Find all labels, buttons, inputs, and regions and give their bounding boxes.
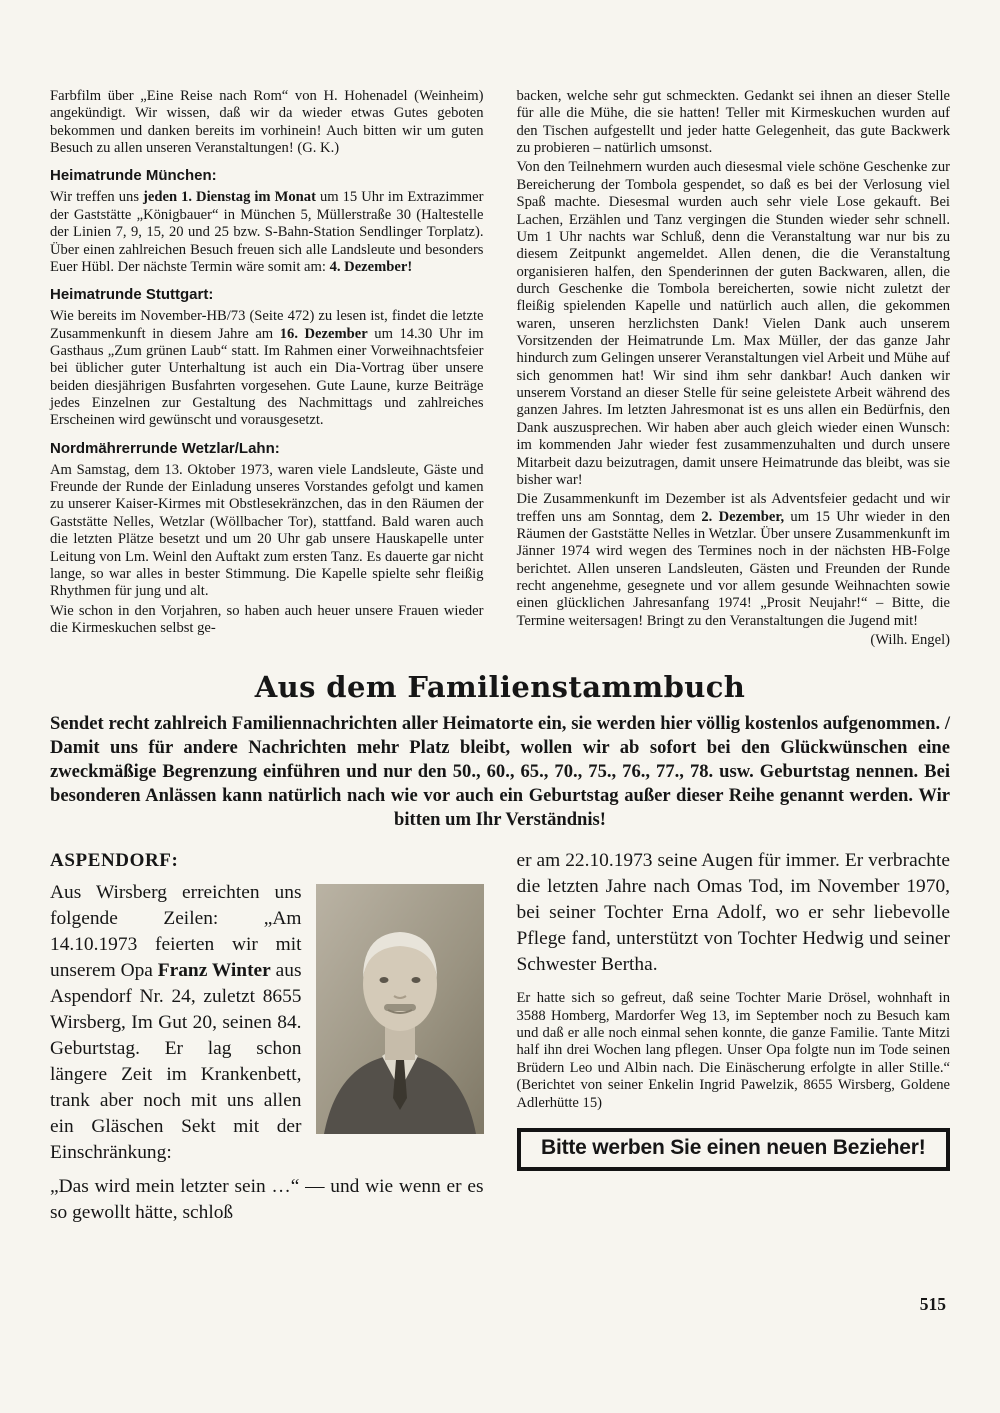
portrait-photo — [316, 884, 484, 1134]
section-heading-muenchen: Heimatrunde München: — [50, 167, 217, 185]
top-left-column — [50, 88, 484, 652]
section-body-wetzlar-1: Am Samstag, dem 13. Oktober 1973, waren viele Landsleute, Gäste und Freunde der Runde der Einladung unseres Vorstandes gefolgt und kamen zu unserer Kaiser-Kirmes mit Obstlesekränzchen, das in den Räumen der Gaststätte Nelles, Wetzlar (Wöllbacher Tor), stattfand. Bald waren auch die letzten Plätze besetzt und um 20 Uhr gab unsere Hauskapelle unter Leitung von Lm. Weinl den Auftakt zum ersten Tanz. Es dauerte gar nicht lange, so war alles in bester Stimmung. Die Kapelle spielte sehr fleißig Rhythmen für jung und alt. — [50, 461, 484, 600]
section-body-muenchen: Wir treffen uns jeden 1. Dienstag im Monat um 15 Uhr im Extrazimmer der Gaststätte „Königbauer“ in München 5, Müllerstraße 30 (Haltestelle der Linien 7, 9, 15, 20 und 25 bzw. S-Bahn-Station Sendlinger Torplatz). Über einen zahlreichen Besuch freuen sich alle Landsleute und besonders Euer Hübl. Der nächste Termin wäre somit am: 4. Dezember! — [50, 189, 484, 275]
aspendorf-continuation: er am 22.10.1973 seine Augen für immer. Er verbrachte die letzten Jahre nach Omas Tod, im November 1970, bei seiner Tochter Erna Adolf, wo er sehr liebevolle Pflege fand, unterstützt von Tochter Hedwig und seiner Schwester Bertha. — [516, 850, 950, 976]
aspendorf-heading: ASPENDORF: — [50, 850, 179, 872]
bottom-left-column — [50, 848, 484, 1226]
bottom-right-column — [517, 848, 951, 1226]
top-right-column — [517, 88, 951, 652]
right-paragraph-advent: Die Zusammenkunft im Dezember ist als Adventsfeier gedacht und wir treffen uns am Sonntag, dem 2. Dezember, um 15 Uhr wieder in den Räumen der Gaststätte Nelles in Wetzlar. Über unsere Zusammenkunft im Jänner 1974 wird wegen des Termines noch in der nächsten HB-Folge berichtet. Allen unseren Landsleuten, Gästen und Freunden der Runde recht angenehme, gesegnete und vor allem gesunde Weihnachten sowie einen glücklichen Jahresanfang 1974! „Prosit Neujahr!“ – Bitte, die Termine weitersagen! Bringt zu den Veranstaltungen die Jugend mit! — [516, 491, 951, 629]
subscribe-banner-text: Bitte werben Sie einen neuen Bezieher! — [541, 1135, 926, 1159]
top-columns — [50, 88, 950, 652]
section-heading-wetzlar: Nordmährerrunde Wetzlar/Lahn: — [50, 439, 280, 457]
author-signature: (Wilh. Engel) — [870, 632, 950, 649]
aspendorf-detail: Er hatte sich so gefreut, daß seine Tochter Marie Drösel, wohnhaft in 3588 Homberg, Mardorfer Weg 13, im September noch zu Besuch kam und daß er alle noch einmal sehen konnte, die ganze Familie. Tante Mitzi half ihn drei Wochen lang pflegen. Unser Opa folgte nun im Tode seinen Brüdern Leo und Albin nach. Die Einäscherung erfolgte in aller Stille.“ (Berichtet von seiner Enkelin Ingrid Pawelzik, 8655 Wirsberg, Goldene Adlerhütte 15) — [516, 990, 950, 1111]
page-number: 515 — [919, 1294, 946, 1314]
subscribe-banner — [517, 1128, 951, 1171]
aspendorf-closing: „Das wird mein letzter sein …“ — und wie wenn er es so gewollt hätte, schloß — [50, 1176, 484, 1224]
section-body-wetzlar-2: Wie schon in den Vorjahren, so haben auch heuer unsere Frauen wieder die Kirmeskuchen selbst ge- — [50, 602, 484, 636]
section-body-stuttgart: Wie bereits im November-HB/73 (Seite 472) zu lesen ist, findet die letzte Zusammenkunft in diesem Jahre am 16. Dezember um 14.30 Uhr im Gasthaus „Zum grünen Laub“ statt. Im Rahmen einer Vorweihnachtsfeier bei üblicher guter Unterhaltung ist auch ein Dia-Vortrag über unsere beiden diesjährigen Busfahrten vorgesehen. Gute Laune, kurze Beiträge jedes Einzelnen zur Gestaltung des Nachmittags und zahlreiches Erscheinen wird gewünscht und vorausgesetzt. — [50, 308, 484, 429]
family-section-title: Aus dem Familienstammbuch — [254, 669, 746, 704]
right-paragraph-2: Von den Teilnehmern wurden auch diesesmal viele schöne Geschenke zur Bereicherung der Tombola gespendet, so daß es bei der Verlosung viel Spaß machte. Diesesmal wurden auch sehr viele Lose gekauft. Bei Lachen, Erzählen und Tanz vergingen die Stunden wieder sehr schnell. Um 1 Uhr nachts war Schluß, denn die Veranstaltung war nur bis zu diesem Zeitpunkt angemeldet. Allen denen, die die Veranstaltung organisieren halfen, den Spenderinnen der guten Backwaren, allen, die durch Geschenke die Tombola bereicherten, sowie nicht zuletzt der fleißig spielenden Kapelle und natürlich auch allen, die gekommen waren, unseren herzlichsten Dank! Vielen Dank auch unserem Vorsitzenden der Heimatrunde Lm. Max Müller, der das ganze Jahr hindurch zum Gelingen unserer Veranstaltungen viel Arbeit und Mühe auf sich genommen hat! Wir sind ihm sehr dankbar! Auch danken wir unserem Vorstand an dieser Stelle für seine geleistete Arbeit während des ganzen Jahres. Im letzten Jahresmonat ist es uns allen ein Bedürfnis, den Dank auszusprechen. Wir haben aber auch gleich wieder einen Wunsch: im kommenden Jahr wieder fest zusammenzuhalten und durch unsere Mitarbeit dazu beizutragen, damit unsere Heimatrunde das bleibt, was sie bisher war! — [516, 159, 950, 488]
intro-paragraph: Farbfilm über „Eine Reise nach Rom“ von H. Hohenadel (Weinheim) angekündigt. Wir wissen, daß wir da wieder etwas Gutes geboten bekommen und danken bereits im vorhinein! Auch bitten wir um guten Besuch zu allen unseren Veranstaltungen! (G. K.) — [50, 88, 484, 157]
right-paragraph-1: backen, welche sehr gut schmeckten. Gedankt sei ihnen an dieser Stelle für alle die Mühe, die sie hatten! Teller mit Kirmeskuchen wurden auf den Tischen aufgestellt und jeder hatte Gelegenheit, das gute Backwerk zu probieren – natürlich umsonst. — [516, 88, 950, 157]
aspendorf-body: Aus Wirsberg erreichten uns folgende Zeilen: „Am 14.10.1973 feierten wir mit unserem Opa Franz Winter aus Aspendorf Nr. 24, zuletzt 8655 Wirsberg, Im Gut 20, seinen 84. Geburtstag. Er lag schon längere Zeit im Krankenbett, trank aber noch mit uns allen ein Gläschen Sekt mit der Einschränkung: — [50, 882, 302, 1164]
family-section-intro: Sendet recht zahlreich Familiennachrichten aller Heimatorte ein, sie werden hier völlig kostenlos aufgenommen. / Damit uns für andere Nachrichten mehr Platz bleibt, wollen wir ab sofort bei den Glückwünschen eine zweckmäßige Begrenzung einführen und nur den 50., 60., 65., 70., 75., 76., 77., 78. usw. Geburtstag nennen. Bei besonderen Anlässen kann natürlich nach wie vor auch ein Geburtstag außer dieser Reihe genannt werden. Wir bitten um Ihr Verständnis! — [50, 712, 950, 831]
section-heading-stuttgart: Heimatrunde Stuttgart: — [50, 286, 214, 304]
bottom-columns — [50, 848, 950, 1226]
